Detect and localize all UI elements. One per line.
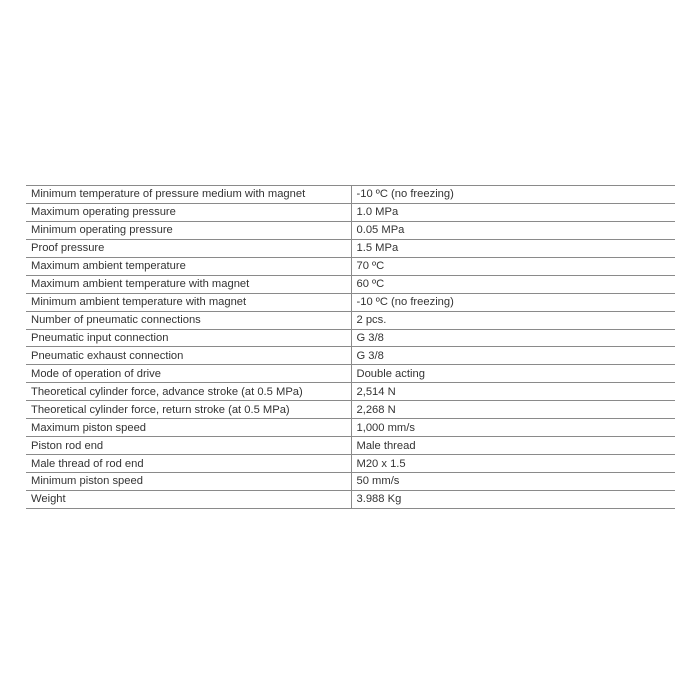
spec-row — [26, 455, 675, 473]
spec-value: 2,514 N — [351, 383, 675, 401]
spec-value: G 3/8 — [351, 347, 675, 365]
spec-label: Weight — [26, 490, 351, 508]
spec-row — [26, 186, 675, 204]
spec-label: Male thread of rod end — [26, 455, 351, 473]
spec-value: 0.05 MPa — [351, 221, 675, 239]
spec-row — [26, 383, 675, 401]
spec-row — [26, 239, 675, 257]
spec-row — [26, 365, 675, 383]
spec-label: Minimum temperature of pressure medium with magnet — [26, 186, 351, 204]
spec-value: 2,268 N — [351, 401, 675, 419]
spec-label: Number of pneumatic connections — [26, 311, 351, 329]
specification-table — [26, 185, 675, 509]
spec-label: Piston rod end — [26, 437, 351, 455]
spec-label: Maximum operating pressure — [26, 203, 351, 221]
spec-value: 3.988 Kg — [351, 490, 675, 508]
spec-row — [26, 473, 675, 491]
spec-value: 70 ºC — [351, 257, 675, 275]
spec-row — [26, 329, 675, 347]
spec-row — [26, 203, 675, 221]
spec-row — [26, 419, 675, 437]
spec-label: Minimum operating pressure — [26, 221, 351, 239]
spec-label: Mode of operation of drive — [26, 365, 351, 383]
spec-value: M20 x 1.5 — [351, 455, 675, 473]
spec-row — [26, 437, 675, 455]
spec-row — [26, 221, 675, 239]
spec-row — [26, 257, 675, 275]
spec-label: Maximum ambient temperature with magnet — [26, 275, 351, 293]
spec-value: -10 ºC (no freezing) — [351, 186, 675, 204]
spec-row — [26, 401, 675, 419]
spec-value: 1.5 MPa — [351, 239, 675, 257]
spec-row — [26, 311, 675, 329]
spec-label: Pneumatic input connection — [26, 329, 351, 347]
spec-value: -10 ºC (no freezing) — [351, 293, 675, 311]
spec-value: 60 ºC — [351, 275, 675, 293]
spec-value: G 3/8 — [351, 329, 675, 347]
spec-row — [26, 347, 675, 365]
spec-row — [26, 275, 675, 293]
spec-label: Theoretical cylinder force, advance stroke (at 0.5 MPa) — [26, 383, 351, 401]
spec-value: Male thread — [351, 437, 675, 455]
spec-value: 50 mm/s — [351, 473, 675, 491]
spec-label: Maximum piston speed — [26, 419, 351, 437]
spec-row — [26, 490, 675, 508]
spec-label: Theoretical cylinder force, return stroke (at 0.5 MPa) — [26, 401, 351, 419]
spec-value: Double acting — [351, 365, 675, 383]
spec-value: 1.0 MPa — [351, 203, 675, 221]
spec-label: Minimum ambient temperature with magnet — [26, 293, 351, 311]
spec-row — [26, 293, 675, 311]
spec-label: Pneumatic exhaust connection — [26, 347, 351, 365]
spec-value: 2 pcs. — [351, 311, 675, 329]
spec-label: Minimum piston speed — [26, 473, 351, 491]
spec-label: Proof pressure — [26, 239, 351, 257]
spec-label: Maximum ambient temperature — [26, 257, 351, 275]
spec-value: 1,000 mm/s — [351, 419, 675, 437]
